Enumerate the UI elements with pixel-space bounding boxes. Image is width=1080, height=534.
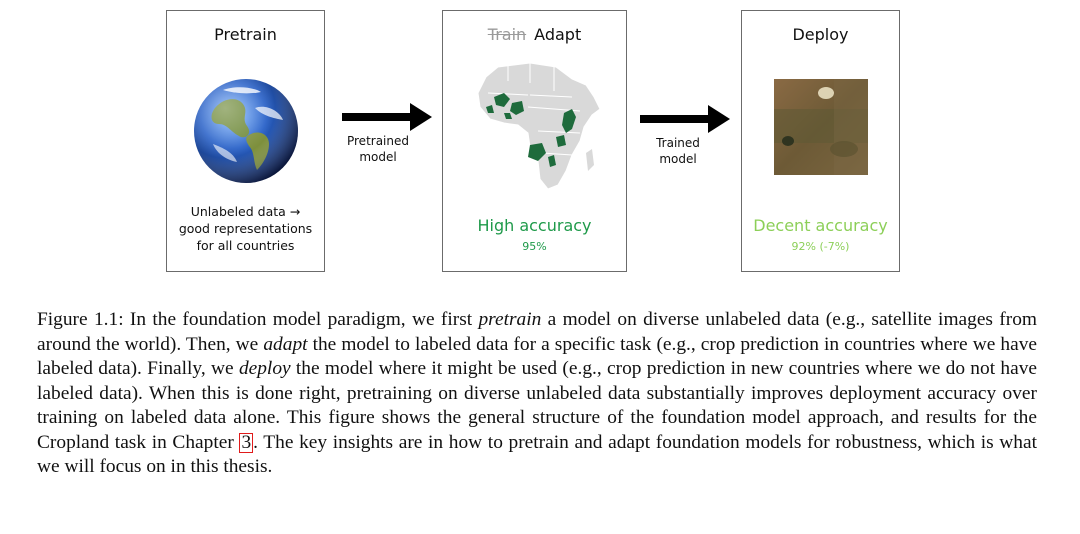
caption-em-adapt: adapt xyxy=(263,333,308,355)
caption-text-4: the model where it might be used (e.g., crop prediction in new countries where we do not have labeled data). When this is done right, pretraining on diverse unlabeled data substantially improves deployment accuracy over training on labeled data alone. This figure shows the general structure of the foundation model approach, and results for the Cropland task in Chapter xyxy=(37,358,1037,453)
deploy-panel xyxy=(741,10,900,272)
satellite-crop-image xyxy=(774,79,868,175)
arrow-trained-model xyxy=(640,104,732,134)
caption-text-1: Figure 1.1: In the foundation model paradigm, we first xyxy=(37,309,479,330)
deploy-accuracy-value: 92% (-7%) xyxy=(791,240,850,253)
caption-text-3: the model to labeled data for a specific task (e.g., crop prediction in countries where we have labeled data). Finally, we xyxy=(37,333,1037,379)
pretrain-description: Unlabeled data → good representations for all countries xyxy=(178,204,313,253)
caption-text-5: . The key insights are in how to pretrain and adapt foundation models for robustness, which is what we will focus on in this thesis. xyxy=(37,431,1037,477)
earth-globe-image xyxy=(193,78,299,184)
arrow-pretrained-model xyxy=(342,102,434,132)
adapt-label: Adapt xyxy=(534,25,582,44)
caption-em-deploy: deploy xyxy=(238,358,291,379)
adapt-accuracy-value: 95% xyxy=(522,240,547,253)
chapter-reference-link[interactable]: 3 xyxy=(241,431,252,453)
arrow-label-pretrained-model: Pretrained model xyxy=(346,134,409,164)
adapt-panel xyxy=(442,10,627,272)
caption-text-2: a model on diverse unlabeled data (e.g., satellite images from around the world). Then, we xyxy=(37,309,1037,355)
adapt-title xyxy=(443,25,626,44)
arrow-label-trained-model: Trained model xyxy=(656,136,700,166)
deploy-title: Deploy xyxy=(792,25,849,44)
deploy-accuracy-label: Decent accuracy xyxy=(753,216,888,235)
figure-caption xyxy=(37,308,1037,480)
struck-train-label: Train xyxy=(487,25,527,44)
africa-map-image xyxy=(468,61,608,193)
caption-em-pretrain: pretrain xyxy=(478,309,542,330)
pretrain-title: Pretrain xyxy=(214,25,277,44)
pretrain-panel xyxy=(166,10,325,272)
adapt-accuracy-label: High accuracy xyxy=(477,216,592,235)
